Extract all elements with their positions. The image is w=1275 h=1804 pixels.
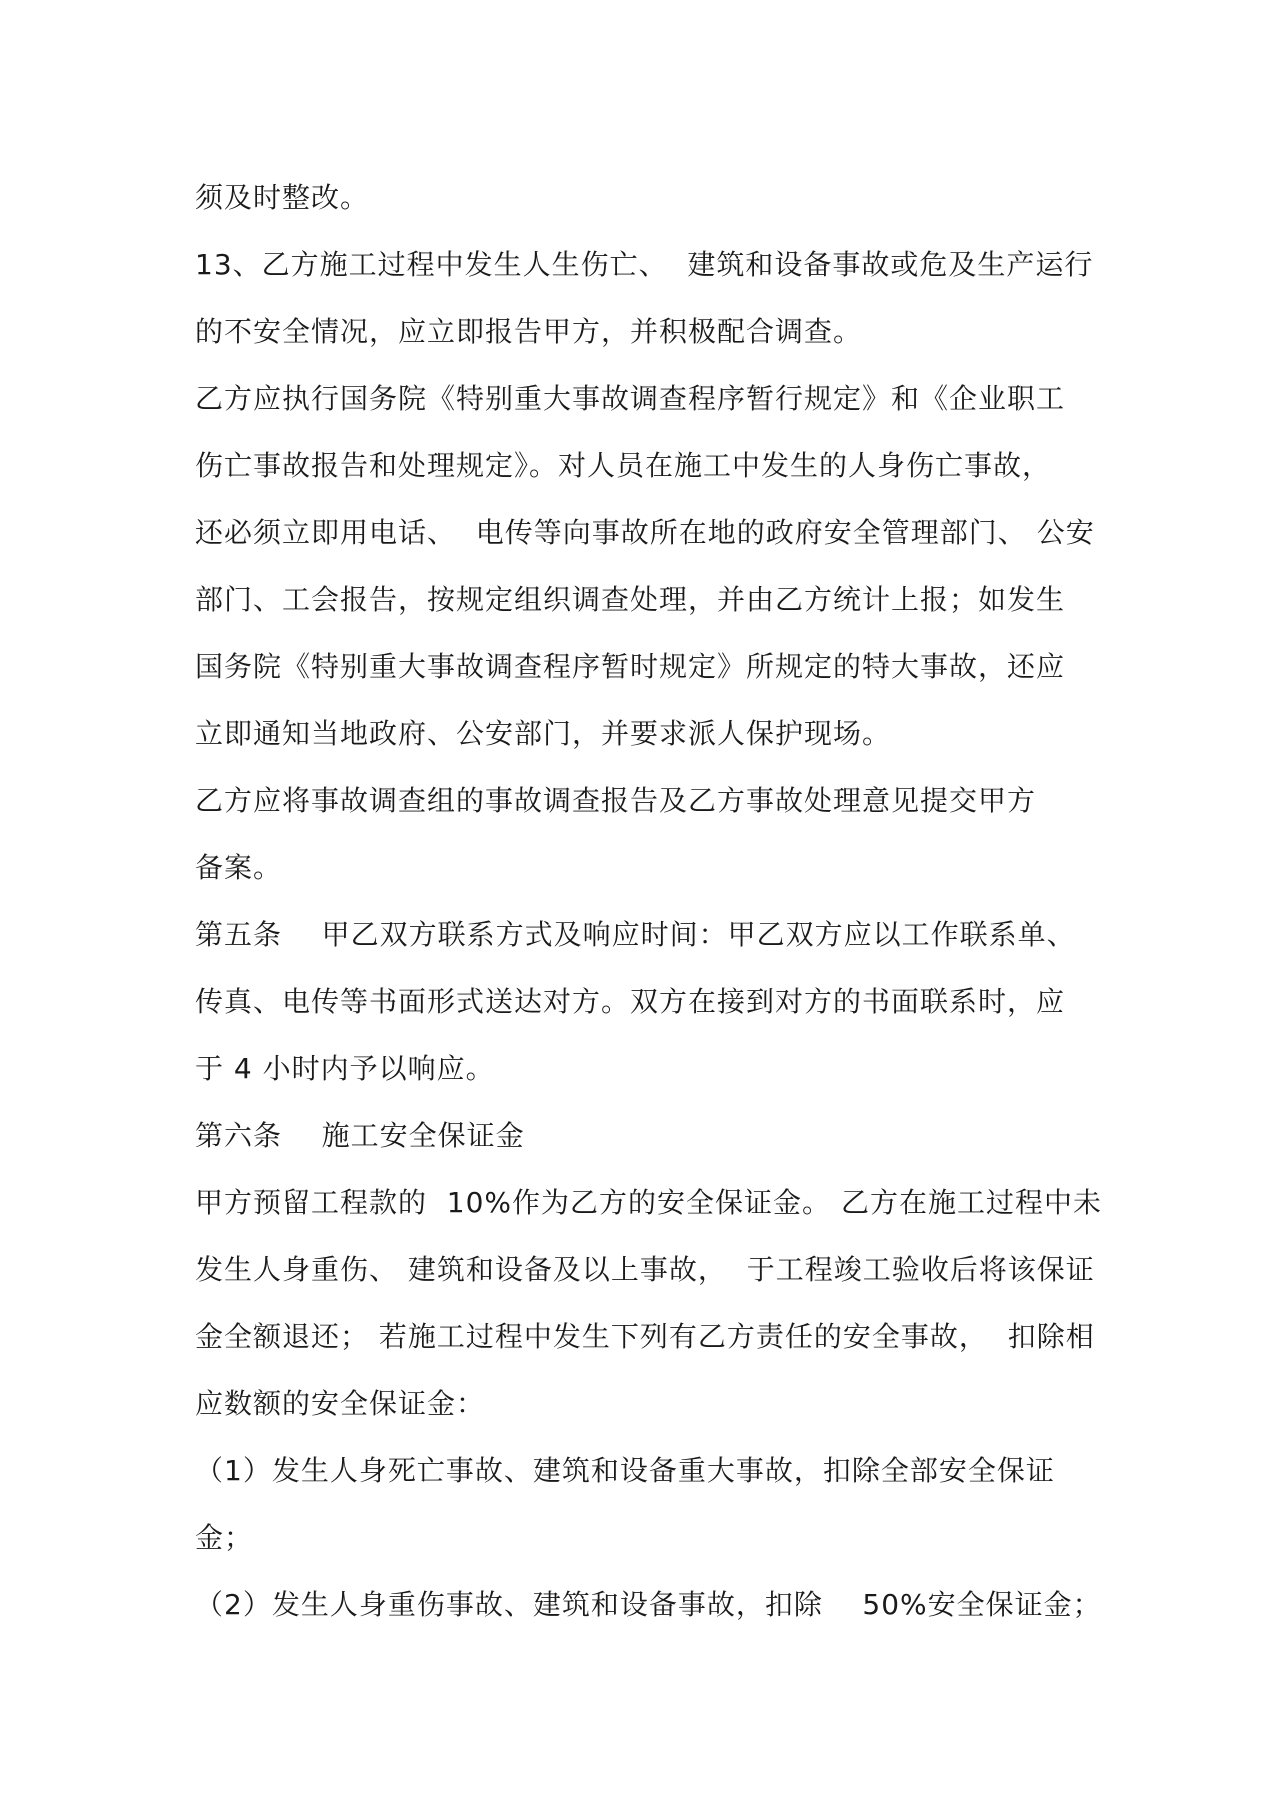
text-line-15: 第六条 施工安全保证金: [195, 1119, 525, 1152]
text-line-5: 伤亡事故报告和处理规定》。对人员在施工中发生的人身伤亡事故，: [195, 449, 1052, 482]
text-line-6: 还必须立即用电话、 电传等向事故所在地的政府安全管理部门、 公安: [195, 516, 1095, 549]
text-line-14: 于 4 小时内予以响应。: [195, 1052, 495, 1085]
text-line-9: 立即通知当地政府、公安部门，并要求派人保护现场。: [195, 717, 892, 750]
text-line-16: 甲方预留工程款的 10%作为乙方的安全保证金。 乙方在施工过程中未: [195, 1186, 1102, 1219]
text-line-20: （1）发生人身死亡事故、建筑和设备重大事故，扣除全部安全保证: [195, 1454, 1055, 1487]
text-line-22: （2）发生人身重伤事故、建筑和设备事故，扣除 50%安全保证金；: [195, 1588, 1102, 1621]
text-line-2: 13、乙方施工过程中发生人生伤亡、 建筑和设备事故或危及生产运行: [195, 248, 1094, 281]
text-line-4: 乙方应执行国务院《特别重大事故调查程序暂行规定》和《企业职工: [195, 382, 1066, 415]
text-line-18: 金全额退还； 若施工过程中发生下列有乙方责任的安全事故， 扣除相: [195, 1320, 1095, 1353]
text-line-17: 发生人身重伤、 建筑和设备及以上事故， 于工程竣工验收后将该保证: [195, 1253, 1095, 1286]
text-line-10: 乙方应将事故调查组的事故调查报告及乙方事故处理意见提交甲方: [195, 784, 1037, 817]
text-line-13: 传真、电传等书面形式送达对方。双方在接到对方的书面联系时，应: [195, 985, 1066, 1018]
text-line-11: 备案。: [195, 851, 283, 884]
text-line-12: 第五条 甲乙双方联系方式及响应时间：甲乙双方应以工作联系单、: [195, 918, 1076, 951]
text-line-8: 国务院《特别重大事故调查程序暂时规定》所规定的特大事故，还应: [195, 650, 1066, 683]
text-line-19: 应数额的安全保证金：: [195, 1387, 486, 1420]
text-line-21: 金；: [195, 1521, 254, 1554]
text-line-7: 部门、工会报告，按规定组织调查处理，并由乙方统计上报；如发生: [195, 583, 1066, 616]
text-line-1: 须及时整改。: [195, 181, 370, 214]
text-line-3: 的不安全情况，应立即报告甲方，并积极配合调查。: [195, 315, 863, 348]
